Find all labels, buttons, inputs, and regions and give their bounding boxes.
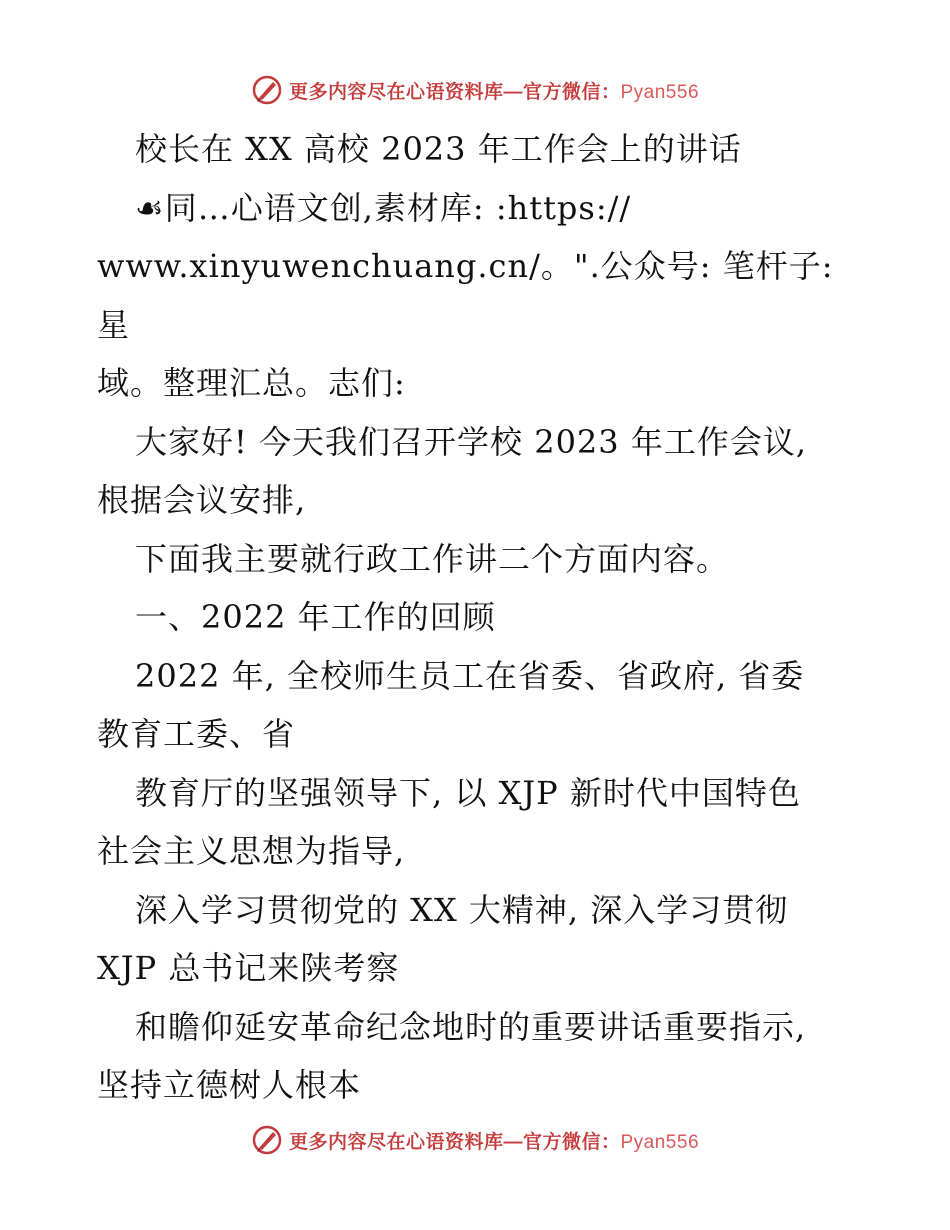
document-line: 2022 年, 全校师生员工在省委、省政府, 省委 xyxy=(135,656,805,695)
banner-text: 更多内容尽在心语资料库—官方微信： xyxy=(288,1131,621,1153)
document-line: XJP 总书记来陕考察 xyxy=(97,949,400,987)
section-heading: 一、2022 年工作的回顾 xyxy=(135,598,496,636)
document-line: 下面我主要就行政工作讲二个方面内容。 xyxy=(135,539,730,578)
document-line: 教育厅的坚强领导下, 以 XJP 新时代中国特色 xyxy=(135,773,801,812)
document-line: 社会主义思想为指导, xyxy=(97,832,406,870)
document-line: www.xinyuwenchuang.cn/。".公众号: 笔杆子:星 xyxy=(97,247,834,344)
banner-wechat-id: Pyan556 xyxy=(620,1131,700,1153)
fleuron-icon: ☙ xyxy=(135,188,165,227)
document-body xyxy=(97,120,837,1115)
header-banner xyxy=(0,70,950,110)
document-line: 深入学习贯彻党的 XX 大精神, 深入学习贯彻 xyxy=(135,890,789,929)
document-line: 域。整理汇总。志们: xyxy=(97,364,406,402)
document-line: 教育工委、省 xyxy=(97,715,296,753)
quill-logo-icon xyxy=(251,74,283,106)
document-title: 校长在 XX 高校 2023 年工作会上的讲话 xyxy=(135,130,742,168)
document-line-text: 同…心语文创,素材库: :https:// xyxy=(164,188,632,227)
quill-logo-icon xyxy=(251,1124,283,1156)
document-line: 坚持立德树人根本 xyxy=(97,1066,362,1104)
document-line: 根据会议安排, xyxy=(97,481,307,519)
document-line: 大家好! 今天我们召开学校 2023 年工作会议, xyxy=(135,422,807,461)
document-line xyxy=(97,179,837,238)
banner-wechat-id: Pyan556 xyxy=(620,81,700,103)
banner-text: 更多内容尽在心语资料库—官方微信： xyxy=(288,81,621,103)
footer-banner xyxy=(0,1120,950,1160)
document-line: 和瞻仰延安革命纪念地时的重要讲话重要指示, xyxy=(135,1007,807,1046)
